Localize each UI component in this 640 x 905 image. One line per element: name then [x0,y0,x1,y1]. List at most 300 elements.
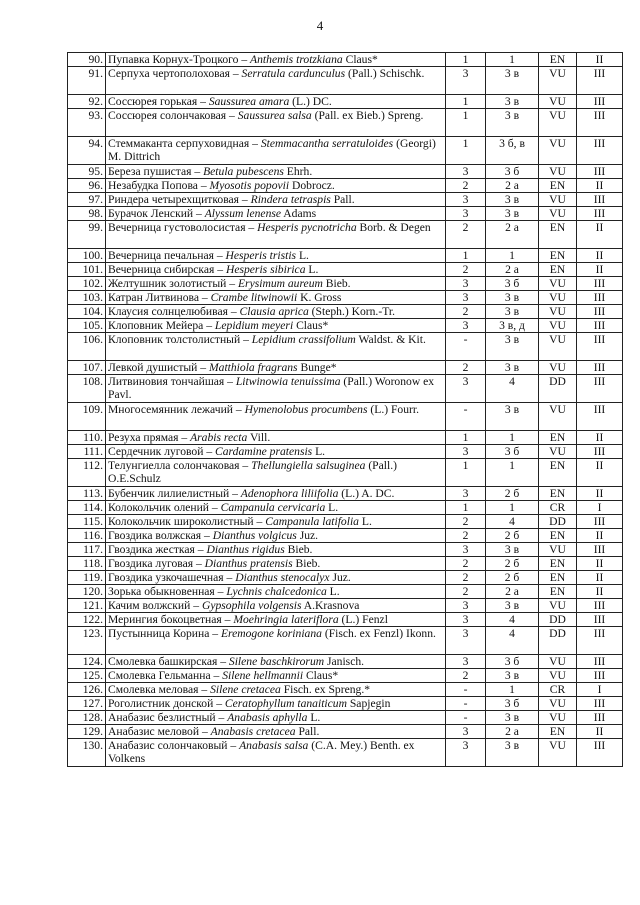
species-name [106,277,446,291]
species-author: L. [325,501,339,514]
iucn-status: EN [539,529,577,543]
regional-category: 1 [446,459,486,487]
species-russian-name: Левкой душистый – [108,361,209,374]
species-name [106,711,446,725]
species-russian-name: Серпуха чертополоховая – [108,67,242,80]
red-book-category: 3 в [486,207,539,221]
species-russian-name: Клоповник Мейера – [108,319,215,332]
iucn-status: VU [539,711,577,725]
table-row [68,263,623,277]
iucn-status: VU [539,277,577,291]
red-book-category: 3 б [486,277,539,291]
red-book-category: 4 [486,627,539,655]
table-row [68,529,623,543]
row-number: 90. [68,53,106,67]
iucn-status: VU [539,697,577,711]
species-latin-name: Stemmacantha serratuloides [260,137,394,150]
red-book-category: 4 [486,515,539,529]
table-row [68,459,623,487]
species-author: A.Krasnova [301,599,360,612]
species-name [106,515,446,529]
row-number: 106. [68,333,106,361]
red-book-category: 2 а [486,263,539,277]
iucn-status: VU [539,67,577,95]
table-row [68,585,623,599]
table-row [68,571,623,585]
species-russian-name: Смолевка Гельманна – [108,669,223,682]
species-russian-name: Колокольчик олений – [108,501,221,514]
species-latin-name: Lepidium meyeri [214,319,294,332]
regional-category: 3 [446,375,486,403]
priority: III [577,207,623,221]
red-book-category: 3 б [486,655,539,669]
species-name [106,95,446,109]
table-row [68,655,623,669]
red-book-category: 3 в [486,543,539,557]
table-row [68,221,623,249]
priority: III [577,67,623,95]
species-author: (L.) DC. [289,95,332,108]
priority: III [577,137,623,165]
priority: II [577,249,623,263]
species-latin-name: Anabasis aphylla [227,711,308,724]
species-author: Bunge* [297,361,337,374]
iucn-status: EN [539,431,577,445]
priority: III [577,109,623,137]
species-author: Vill. [247,431,271,444]
red-book-category: 3 б, в [486,137,539,165]
table-row [68,193,623,207]
table-row [68,249,623,263]
red-book-category: 4 [486,375,539,403]
priority: I [577,501,623,515]
species-name [106,67,446,95]
species-latin-name: Dianthus stenocalyx [235,571,330,584]
row-number: 110. [68,431,106,445]
regional-category: 2 [446,515,486,529]
iucn-status: EN [539,221,577,249]
regional-category: - [446,403,486,431]
species-russian-name: Телунгиелла солончаковая – [108,459,252,472]
species-author: L. [358,515,372,528]
species-author: (Pall. ex Bieb.) Spreng. [311,109,424,122]
regional-category: 2 [446,529,486,543]
iucn-status: VU [539,361,577,375]
species-name [106,557,446,571]
regional-category: 2 [446,585,486,599]
regional-category: 2 [446,263,486,277]
table-row [68,739,623,767]
species-latin-name: Moehringia lateriflora [233,613,339,626]
iucn-status: EN [539,725,577,739]
table-row [68,487,623,501]
row-number: 129. [68,725,106,739]
table-row [68,669,623,683]
iucn-status: EN [539,459,577,487]
regional-category: 3 [446,277,486,291]
priority: II [577,179,623,193]
red-book-category: 1 [486,459,539,487]
species-author: Waldst. & Kit. [355,333,426,346]
species-latin-name: Thellungiella salsuginea [251,459,366,472]
regional-category: - [446,683,486,697]
priority: III [577,333,623,361]
species-latin-name: Anabasis cretacea [210,725,296,738]
species-author: Pall. [330,193,355,206]
species-name [106,655,446,669]
iucn-status: VU [539,445,577,459]
species-name [106,585,446,599]
species-latin-name: Serratula cardunculus [241,67,346,80]
row-number: 119. [68,571,106,585]
species-author: (L.) A. DC. [338,487,395,500]
row-number: 92. [68,95,106,109]
species-latin-name: Lepidium crassifolium [251,333,356,346]
table-row [68,613,623,627]
species-latin-name: Anthemis trotzkiana [250,53,343,66]
species-russian-name: Гвоздика жесткая – [108,543,207,556]
species-russian-name: Мерингия бокоцветная – [108,613,234,626]
table-row [68,725,623,739]
species-russian-name: Бубенчик лилиелистный – [108,487,241,500]
species-latin-name: Campanula cervicaria [220,501,326,514]
priority: II [577,529,623,543]
priority: III [577,375,623,403]
species-name [106,291,446,305]
iucn-status: VU [539,333,577,361]
row-number: 97. [68,193,106,207]
species-russian-name: Гвоздика узкочашечная – [108,571,236,584]
species-latin-name: Silene cretacea [210,683,281,696]
priority: II [577,221,623,249]
table-row [68,319,623,333]
iucn-status: EN [539,487,577,501]
regional-category: 2 [446,361,486,375]
iucn-status: EN [539,249,577,263]
species-russian-name: Риндера четырехщитковая – [108,193,251,206]
red-book-category: 3 в [486,109,539,137]
red-book-category: 2 а [486,585,539,599]
iucn-status: EN [539,557,577,571]
species-author: Janisch. [324,655,365,668]
table-row [68,291,623,305]
priority: III [577,305,623,319]
table-row [68,109,623,137]
regional-category: - [446,697,486,711]
row-number: 128. [68,711,106,725]
red-book-category: 2 б [486,529,539,543]
species-latin-name: Hymenolobus procumbens [244,403,368,416]
priority: II [577,571,623,585]
priority: III [577,515,623,529]
red-book-category: 2 а [486,179,539,193]
species-author: L. [312,445,326,458]
regional-category: 3 [446,613,486,627]
species-russian-name: Анабазис солончаковый – [108,739,240,752]
species-name [106,193,446,207]
regional-category: 3 [446,445,486,459]
row-number: 127. [68,697,106,711]
priority: III [577,697,623,711]
row-number: 95. [68,165,106,179]
species-latin-name: Saussurea salsa [237,109,312,122]
regional-category: - [446,333,486,361]
species-latin-name: Matthiola fragrans [208,361,298,374]
red-book-category: 2 б [486,557,539,571]
row-number: 118. [68,557,106,571]
regional-category: 3 [446,207,486,221]
species-russian-name: Зорька обыкновенная – [108,585,227,598]
table-row [68,445,623,459]
row-number: 111. [68,445,106,459]
species-author: Fisch. ex Spreng.* [280,683,371,696]
regional-category: 1 [446,53,486,67]
table-row [68,361,623,375]
priority: II [577,431,623,445]
priority: I [577,683,623,697]
regional-category: 3 [446,165,486,179]
red-book-category: 4 [486,613,539,627]
species-name [106,221,446,249]
species-russian-name: Вечерница печальная – [108,249,226,262]
species-table-body [68,53,623,767]
regional-category: 3 [446,725,486,739]
priority: II [577,585,623,599]
red-book-category: 3 в [486,739,539,767]
species-author: Bieb. [292,557,321,570]
regional-category: 3 [446,655,486,669]
red-book-category: 2 б [486,571,539,585]
iucn-status: VU [539,739,577,767]
species-russian-name: Гвоздика луговая – [108,557,205,570]
iucn-status: VU [539,95,577,109]
species-latin-name: Hesperis pycnotricha [257,221,357,234]
priority: III [577,277,623,291]
species-name [106,53,446,67]
table-row [68,165,623,179]
species-latin-name: Litwinowia tenuissima [235,375,341,388]
regional-category: 3 [446,67,486,95]
species-author: Pall. [295,725,320,738]
species-latin-name: Gypsophila volgensis [201,599,302,612]
species-author: Claus* [342,53,378,66]
table-row [68,711,623,725]
species-russian-name: Катран Литвинова – [108,291,211,304]
table-row [68,67,623,95]
species-latin-name: Adenophora liliifolia [240,487,339,500]
species-author: Adams [281,207,317,220]
species-russian-name: Анабазис безлистный – [108,711,228,724]
table-row [68,515,623,529]
row-number: 115. [68,515,106,529]
red-book-category: 3 в [486,291,539,305]
species-author: Ehrh. [283,165,313,178]
species-name [106,431,446,445]
species-latin-name: Hesperis tristis [225,249,297,262]
iucn-status: DD [539,375,577,403]
iucn-status: VU [539,669,577,683]
species-author: L. [296,249,309,262]
row-number: 112. [68,459,106,487]
red-book-category: 3 б [486,445,539,459]
row-number: 117. [68,543,106,557]
species-name [106,683,446,697]
species-russian-name: Роголистник донской – [108,697,225,710]
species-russian-name: Смолевка меловая – [108,683,211,696]
table-row [68,557,623,571]
iucn-status: DD [539,627,577,655]
species-latin-name: Cardamine pratensis [215,445,313,458]
species-name [106,403,446,431]
species-latin-name: Anabasis salsa [239,739,309,752]
red-book-category: 3 в [486,403,539,431]
red-book-category: 3 в [486,67,539,95]
priority: III [577,95,623,109]
species-name [106,725,446,739]
species-name [106,697,446,711]
species-latin-name: Alyssum lenense [204,207,282,220]
row-number: 124. [68,655,106,669]
species-russian-name: Соссюрея солончаковая – [108,109,238,122]
species-name [106,487,446,501]
species-russian-name: Сердечник луговой – [108,445,216,458]
regional-category: 2 [446,571,486,585]
iucn-status: VU [539,319,577,333]
priority: II [577,53,623,67]
row-number: 91. [68,67,106,95]
priority: II [577,459,623,487]
row-number: 93. [68,109,106,137]
species-author: (L.) Fenzl [338,613,388,626]
iucn-status: VU [539,165,577,179]
iucn-status: VU [539,599,577,613]
regional-category: 3 [446,319,486,333]
priority: III [577,599,623,613]
page-number: 4 [316,18,324,33]
regional-category: 3 [446,193,486,207]
iucn-status: VU [539,193,577,207]
regional-category: 2 [446,305,486,319]
priority: III [577,669,623,683]
red-book-category: 3 б [486,697,539,711]
iucn-status: VU [539,291,577,305]
species-author: K. Gross [297,291,342,304]
row-number: 130. [68,739,106,767]
species-russian-name: Бурачок Ленский – [108,207,205,220]
species-name [106,319,446,333]
species-author: L. [305,263,319,276]
table-row [68,95,623,109]
red-book-category: 3 в [486,95,539,109]
species-latin-name: Dianthus rigidus [206,543,285,556]
species-author: Sapjegin [346,697,391,710]
species-author: (Fisch. ex Fenzl) Ikonn. [321,627,436,640]
priority: II [577,725,623,739]
iucn-status: EN [539,571,577,585]
table-row [68,277,623,291]
species-latin-name: Campanula latifolia [265,515,359,528]
priority: III [577,403,623,431]
red-book-category: 3 в [486,333,539,361]
regional-category: - [446,711,486,725]
species-name [106,739,446,767]
regional-category: 3 [446,599,486,613]
species-latin-name: Hesperis sibirica [225,263,306,276]
iucn-status: VU [539,305,577,319]
red-book-category: 1 [486,683,539,697]
row-number: 102. [68,277,106,291]
red-book-category: 2 а [486,221,539,249]
regional-category: 3 [446,291,486,305]
species-name [106,669,446,683]
species-russian-name: Смолевка башкирская – [108,655,229,668]
species-latin-name: Erysimum aureum [237,277,323,290]
species-author: Juz. [329,571,351,584]
species-name [106,543,446,557]
table-row [68,431,623,445]
species-latin-name: Rindera tetraspis [250,193,331,206]
species-name [106,165,446,179]
species-name [106,375,446,403]
species-name [106,459,446,487]
row-number: 98. [68,207,106,221]
priority: III [577,445,623,459]
row-number: 123. [68,627,106,655]
red-book-category: 3 в [486,361,539,375]
species-name [106,445,446,459]
species-author: Dobrocz. [289,179,335,192]
table-row [68,333,623,361]
species-latin-name: Arabis recta [190,431,248,444]
iucn-status: EN [539,179,577,193]
iucn-status: VU [539,109,577,137]
table-row [68,179,623,193]
species-name [106,305,446,319]
species-name [106,263,446,277]
species-latin-name: Dianthus pratensis [204,557,293,570]
species-name [106,501,446,515]
row-number: 99. [68,221,106,249]
red-book-category: 1 [486,249,539,263]
species-latin-name: Eremogone koriniana [220,627,322,640]
species-latin-name: Ceratophyllum tanaiticum [224,697,347,710]
regional-category: 1 [446,137,486,165]
species-table [67,52,623,767]
species-russian-name: Пустынница Корина – [108,627,221,640]
iucn-status: VU [539,207,577,221]
red-book-category: 3 в [486,193,539,207]
red-book-category: 3 б [486,165,539,179]
species-author: L. [307,711,321,724]
priority: III [577,739,623,767]
species-name [106,109,446,137]
species-author: Claus* [303,669,339,682]
iucn-status: DD [539,515,577,529]
row-number: 108. [68,375,106,403]
species-name [106,179,446,193]
species-russian-name: Пупавка Корнух-Троцкого – [108,53,251,66]
row-number: 120. [68,585,106,599]
iucn-status: EN [539,585,577,599]
red-book-category: 3 в [486,599,539,613]
table-row [68,697,623,711]
table-row [68,53,623,67]
species-author: Bieb. [284,543,313,556]
species-russian-name: Береза пушистая – [108,165,204,178]
regional-category: 1 [446,95,486,109]
species-latin-name: Myosotis popovii [209,179,290,192]
priority: III [577,655,623,669]
